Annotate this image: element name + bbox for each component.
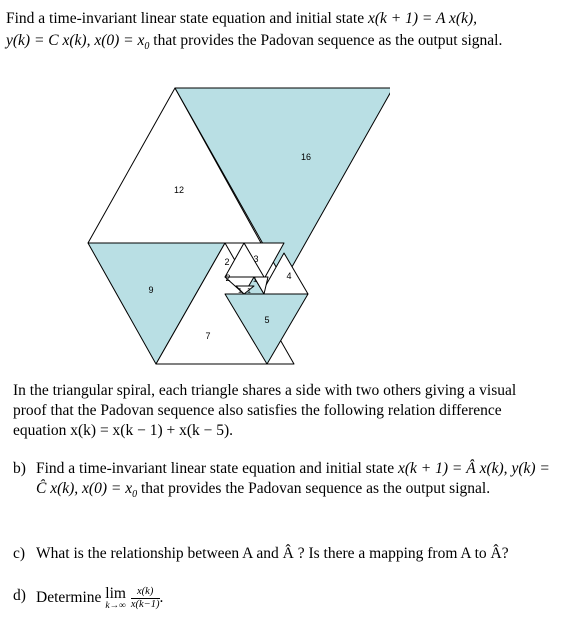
label-5: 5	[264, 315, 270, 325]
problem-statement	[6, 8, 558, 58]
padovan-triangle-spiral	[70, 80, 390, 380]
label-2b: 2	[225, 273, 231, 283]
initial-state: $x(0) = x_0$	[94, 32, 150, 53]
label-16: 16	[300, 152, 312, 162]
question-b	[13, 459, 553, 505]
ratio-fraction: $\frac{x(k)}{x(k-1)}$	[130, 586, 160, 610]
question-d-text: Determine	[36, 589, 106, 607]
question-c-text: What is the relationship between A and Â ? Is there a mapping from A to Â?	[36, 545, 509, 562]
label-4: 4	[286, 271, 292, 281]
label-9: 9	[148, 285, 154, 295]
question-c	[13, 544, 553, 564]
label-12: 12	[173, 185, 185, 195]
label-1a: 1	[253, 277, 257, 284]
intro-text: Find a time-invariant linear state equation and initial state	[6, 10, 368, 27]
label-1c: 1	[247, 288, 251, 295]
question-b-state-eq: x(k + 1) = Â x(k),	[398, 460, 508, 477]
question-b-number: b)	[13, 460, 26, 477]
limit-operator: lim k→∞	[105, 585, 126, 611]
output-equation: y(k) = C x(k),	[6, 32, 91, 49]
question-b-text: Find a time-invariant linear state equation and initial state	[36, 460, 398, 477]
question-c-number: c)	[13, 545, 26, 562]
question-d: d) Determine lim k→∞ $\frac{x(k)}{x(k-1)}$ .	[13, 585, 164, 611]
label-3: 3	[253, 254, 259, 264]
question-b-initial-state: $x(0) = x_0$	[82, 480, 138, 501]
state-equation: x(k + 1) = A x(k),	[368, 10, 477, 27]
label-2a: 2	[224, 257, 230, 267]
question-b-text-end: that provides the Padovan sequence as the output signal.	[137, 480, 491, 497]
padovan-relation-paragraph: In the triangular spiral, each triangle shares a side with two others giving a visual proof that the Padovan sequence also satisfies the following relation difference equation x(k) = x(k − 1) + x(k − 5).	[13, 382, 517, 439]
label-1b: 1	[238, 288, 242, 295]
question-d-number: d)	[13, 587, 26, 604]
label-7: 7	[205, 331, 211, 341]
question-b-output-eq: y(k) = Ĉ x(k),	[36, 460, 550, 497]
intro-text-end: that provides the Padovan sequence as the output signal.	[149, 32, 503, 49]
